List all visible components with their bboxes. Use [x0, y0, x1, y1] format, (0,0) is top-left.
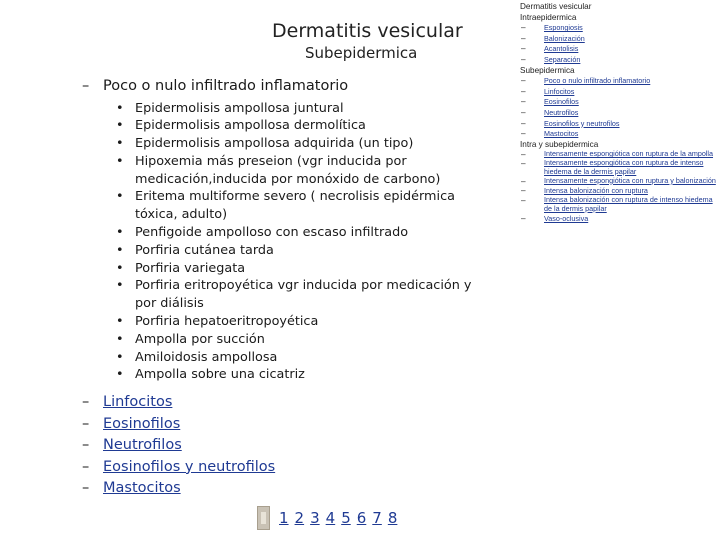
slide-title: Dermatitis vesicular	[272, 20, 463, 42]
sub-item: • Ampolla sobre una cicatriz	[115, 366, 483, 384]
outline-link[interactable]: Separación	[544, 54, 581, 64]
sub-item: • Penfigoide ampolloso con escaso infiltrado	[115, 224, 483, 242]
outline-link[interactable]: Eosinofilos	[544, 97, 579, 107]
outline-item	[520, 108, 716, 119]
outline-link[interactable]: Intensa balonización con ruptura	[544, 185, 648, 195]
sub-item: • Hipoxemia más preseion (vgr inducida por medicación,inducida por monóxido de carbono)	[115, 153, 483, 189]
sub-item: • Porfiria variegata	[115, 260, 483, 278]
outline-link[interactable]: – Intensa balonización con ruptura de intenso hiedema de la dermis papilar	[544, 195, 713, 213]
outline-item	[520, 87, 716, 98]
main-item-neutrofilos	[82, 435, 502, 457]
sub-item: • Epidermolisis ampollosa adquirida (un tipo)	[115, 135, 483, 153]
outline-item	[520, 55, 716, 66]
outline-link[interactable]: Balonización	[544, 33, 585, 43]
outline-item	[520, 196, 716, 214]
outline-group-intraepidermica: Intraepidermica	[520, 12, 577, 22]
main-item-linfocitos	[82, 392, 502, 414]
outline-panel	[520, 2, 716, 224]
page-link-7[interactable]: 7	[372, 509, 382, 527]
main-item-label: Poco o nulo infiltrado inflamatorio	[103, 78, 349, 94]
outline-item	[520, 159, 716, 177]
sub-item: • Porfiria hepatoeritropoyética	[115, 313, 483, 331]
outline-item	[520, 44, 716, 55]
outline-group-intra-subepidermica: Intra y subepidermica	[520, 139, 599, 149]
outline-item	[520, 76, 716, 87]
main-item-mastocitos	[82, 478, 502, 500]
outline-link[interactable]: Espongiosis	[544, 23, 583, 33]
page-link-3[interactable]: 3	[310, 509, 320, 527]
outline-group-subepidermica: Subepidermica	[520, 65, 575, 75]
main-item-infiltrado	[82, 76, 502, 384]
outline-link[interactable]: – Intensamente espongiótica con ruptura de intenso hiedema de la dermis papilar	[544, 158, 704, 176]
outline-item	[520, 34, 716, 45]
outline-item	[520, 177, 716, 186]
link-eosinofilos[interactable]: Eosinofilos	[103, 415, 181, 432]
outline-link[interactable]: Mastocitos	[544, 129, 579, 139]
outline-item	[520, 119, 716, 130]
sub-item: • Amiloidosis ampollosa	[115, 349, 483, 367]
link-mastocitos[interactable]: Mastocitos	[103, 480, 181, 497]
slide-thumbnail-icon[interactable]	[257, 506, 270, 530]
sub-list	[115, 100, 483, 385]
slide-subtitle: Subepidermica	[305, 44, 418, 62]
outline-link[interactable]: Eosinofilos y neutrofilos	[544, 118, 620, 128]
page-link-1[interactable]: 1	[279, 509, 289, 527]
main-item-eosinofilos	[82, 414, 502, 436]
outline-link[interactable]: – Intensamente espongiótica con ruptura de la ampolla	[544, 149, 714, 159]
outline-item	[520, 97, 716, 108]
link-neutrofilos[interactable]: Neutrofilos	[103, 437, 182, 454]
outline-title: Dermatitis vesicular	[520, 2, 592, 11]
link-linfocitos[interactable]: Linfocitos	[103, 394, 173, 411]
page-link-6[interactable]: 6	[356, 509, 367, 527]
main-item-eosinofilos-neutrofilos	[82, 457, 502, 479]
sub-item: • Ampolla por succión	[115, 331, 483, 349]
link-eosinofilos-neutrofilos[interactable]: Eosinofilos y neutrofilos	[103, 458, 276, 475]
outline-item	[520, 214, 716, 225]
page-link-8[interactable]: 8	[387, 509, 398, 527]
sub-item: • Epidermolisis ampollosa dermolítica	[115, 117, 483, 135]
outline-link[interactable]: Acantolisis	[544, 44, 579, 54]
page-navigation	[257, 506, 403, 530]
outline-link[interactable]: Neutrofilos	[544, 107, 579, 117]
page-link-2[interactable]: 2	[294, 509, 305, 527]
outline-link[interactable]: Linfocitos	[544, 86, 575, 96]
outline-link[interactable]: Poco o nulo infiltrado inflamatorio	[544, 76, 651, 86]
outline-link[interactable]: – Intensamente espongiótica con ruptura y balonización	[544, 175, 716, 185]
sub-item: • Eritema multiforme severo ( necrolisis epidérmica tóxica, adulto)	[115, 188, 483, 224]
sub-item: • Porfiria cutánea tarda	[115, 242, 483, 260]
sub-item: • Epidermolisis ampollosa juntural	[115, 100, 483, 118]
outline-link[interactable]: Vaso-oclusiva	[544, 213, 589, 223]
page-link-5[interactable]: 5	[341, 509, 351, 527]
outline-item	[520, 129, 716, 140]
page-link-4[interactable]: 4	[325, 509, 336, 527]
sub-item: • Porfiria eritropoyética vgr inducida por medicación y por diálisis	[115, 277, 483, 313]
outline-item	[520, 23, 716, 34]
main-list	[82, 76, 502, 500]
